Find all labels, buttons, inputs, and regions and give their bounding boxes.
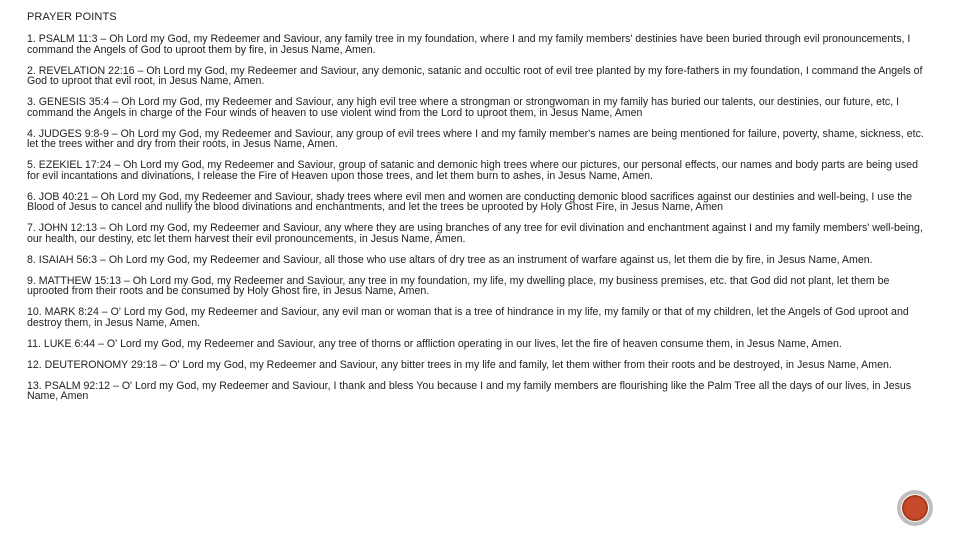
decorative-circle-inner (901, 494, 929, 522)
prayer-point (27, 381, 933, 402)
slide-title: PRAYER POINTS (27, 11, 117, 23)
prayer-point-text: 1. PSALM 11:3 – Oh Lord my God, my Redeemer and Saviour, any family tree in my foundation, where I and my family members' destinies have been buried through evil pronouncements, I command the Angels of God to uproot them by fire, in Jesus Name, Amen. (27, 33, 911, 56)
prayer-point-text: 4. JUDGES 9:8-9 – Oh Lord my God, my Redeemer and Saviour, any group of evil trees where I and my family member's names are being mentioned for failure, poverty, shame, sickness, etc. let the trees wither and dry from their roots, in Jesus Name, Amen. (27, 127, 924, 150)
prayer-point (27, 160, 933, 181)
prayer-point (27, 97, 933, 118)
prayer-point (27, 192, 933, 213)
prayer-point (27, 34, 933, 55)
prayer-point-text: 7. JOHN 12:13 – Oh Lord my God, my Redeemer and Saviour, any where they are using branches of any tree for evil divination and enchantment against I and my family members' well-being, our health, our destiny, etc let them harvest their evil pronouncements, in Jesus Name, Amen. (27, 222, 923, 245)
prayer-point-text: 9. MATTHEW 15:13 – Oh Lord my God, my Redeemer and Saviour, any tree in my foundation, my life, my dwelling place, my business premises, etc. that God did not plant, let them be uprooted from their roots and be consumed by Holy Ghost fire, in Jesus Name, Amen. (27, 274, 890, 297)
decorative-circle-icon (897, 490, 933, 526)
prayer-point-text: 5. EZEKIEL 17:24 – Oh Lord my God, my Redeemer and Saviour, group of satanic and demonic high trees where our pictures, our personal effects, our names and body parts are being used for evil incantations and divinations, I release the Fire of Heaven upon those trees, and let them burn to ashes, in Jesus Name, Amen. (27, 159, 918, 182)
prayer-point (27, 307, 933, 328)
prayer-point (27, 255, 933, 266)
prayer-point-text: 6. JOB 40:21 – Oh Lord my God, my Redeemer and Saviour, shady trees where evil men and women are conducting demonic blood sacrifices against our destinies and well-being, I use the Blood of Jesus to cancel and nullify the blood divinations and enchantments, and let the trees be uprooted by Holy Ghost Fire, in Jesus Name, Amen (27, 190, 913, 213)
prayer-point (27, 129, 933, 150)
prayer-point (27, 339, 933, 350)
prayer-points-list (27, 34, 933, 412)
prayer-point-text: 11. LUKE 6:44 – O' Lord my God, my Redeemer and Saviour, any tree of thorns or affliction operating in our lives, let the fire of heaven consume them, in Jesus Name, Amen. (27, 337, 842, 350)
prayer-point-text: 3. GENESIS 35:4 – Oh Lord my God, my Redeemer and Saviour, any high evil tree where a strongman or strongwoman in my family has buried our talents, our destinies, our future, etc, I command the Angels in charge of the Four winds of heaven to use violent wind from the Lord to uproot them, in Jesus Name, Amen (27, 96, 900, 119)
prayer-point-text: 2. REVELATION 22:16 – Oh Lord my God, my Redeemer and Saviour, any demonic, satanic and occultic root of evil tree planted by my fore-fathers in my foundation, I command the Angels of God to uproot that evil root, in Jesus Name, Amen. (27, 64, 923, 87)
prayer-point (27, 223, 933, 244)
prayer-point-text: 10. MARK 8:24 – O' Lord my God, my Redeemer and Saviour, any evil man or woman that is a tree of hindrance in my life, my family or that of my children, let the Angels of God uproot and destroy them, in Jesus Name, Amen. (27, 306, 909, 329)
prayer-point-text: 12. DEUTERONOMY 29:18 – O' Lord my God, my Redeemer and Saviour, any bitter trees in my life and family, let them wither from their roots and be destroyed, in Jesus Name, Amen. (27, 358, 892, 371)
prayer-point-text: 13. PSALM 92:12 – O' Lord my God, my Redeemer and Saviour, I thank and bless You because I and my family members are flourishing like the Palm Tree all the days of our lives, in Jesus Name, Amen (27, 379, 912, 402)
prayer-point (27, 360, 933, 371)
prayer-point-text: 8. ISAIAH 56:3 – Oh Lord my God, my Redeemer and Saviour, all those who use altars of dry tree as an instrument of warfare against us, let them die by fire, in Jesus Name, Amen. (27, 253, 873, 266)
prayer-point (27, 276, 933, 297)
prayer-point (27, 66, 933, 87)
